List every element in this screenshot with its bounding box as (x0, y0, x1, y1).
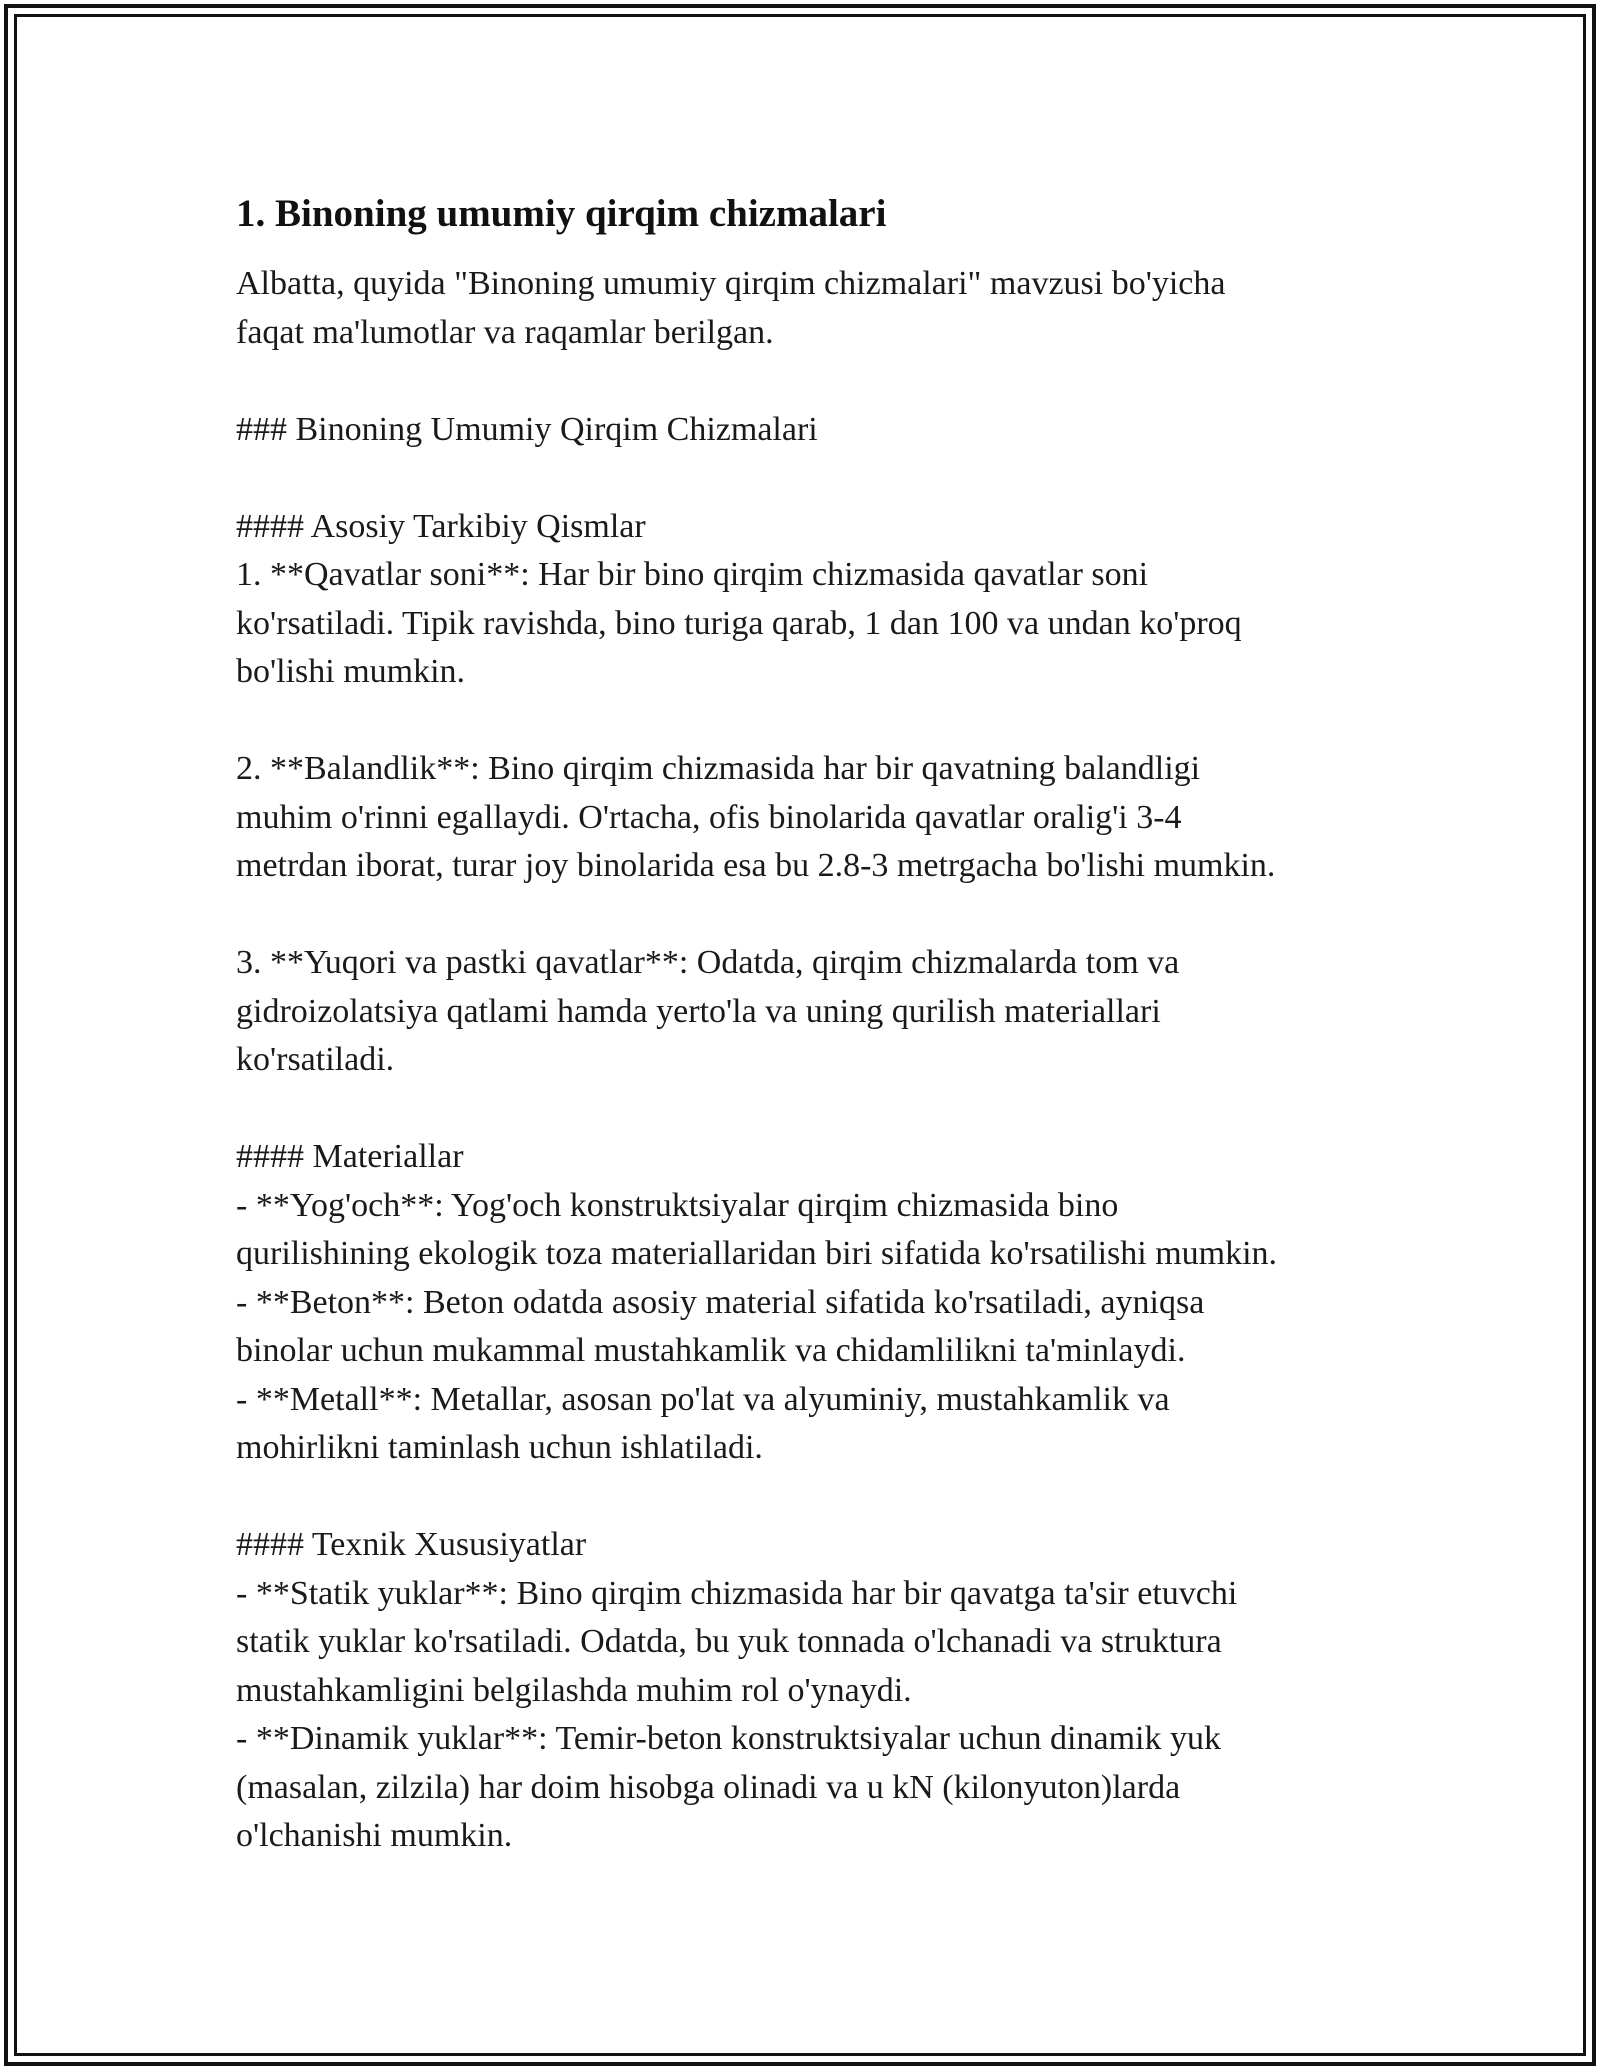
paragraph-block (236, 503, 1386, 697)
text-line: - **Yog'och**: Yog'och konstruktsiyalar qirqim chizmasida bino (236, 1186, 1119, 1224)
text-line: ko'rsatiladi. Tipik ravishda, bino turiga qarab, 1 dan 100 va undan ko'proq (236, 604, 1242, 642)
paragraph-block (236, 406, 1386, 455)
text-line: #### Materiallar (236, 1138, 464, 1175)
text-line: mustahkamligini belgilashda muhim rol o'ynaydi. (236, 1671, 912, 1709)
text-line: statik yuklar ko'rsatiladi. Odatda, bu yuk tonnada o'lchanadi va struktura (236, 1623, 1222, 1660)
paragraph-gap (236, 357, 1386, 406)
document-body (236, 186, 1386, 1861)
paragraph-gap (236, 454, 1386, 503)
paragraph-gap (236, 891, 1386, 940)
paragraph-block (236, 1521, 1386, 1861)
paragraph-gap (236, 1085, 1386, 1134)
text-line: - **Dinamik yuklar**: Temir-beton konstruktsiyalar uchun dinamik yuk (236, 1720, 1221, 1757)
paragraph-gap (236, 1473, 1386, 1522)
text-line: - **Statik yuklar**: Bino qirqim chizmasida har bir qavatga ta'sir etuvchi (236, 1574, 1238, 1612)
text-line: - **Metall**: Metallar, asosan po'lat va alyuminiy, mustahkamlik va (236, 1380, 1170, 1418)
text-line: mohirlikni taminlash uchun ishlatiladi. (236, 1429, 763, 1466)
text-line: 2. **Balandlik**: Bino qirqim chizmasida har bir qavatning balandligi (236, 750, 1201, 787)
text-line: ### Binoning Umumiy Qirqim Chizmalari (236, 410, 818, 448)
text-line: 3. **Yuqori va pastki qavatlar**: Odatda, qirqim chizmalarda tom va (236, 944, 1180, 981)
text-line: bo'lishi mumkin. (236, 653, 466, 690)
paragraph-block (236, 939, 1386, 1085)
text-line: Albatta, quyida "Binoning umumiy qirqim chizmalari" mavzusi bo'yicha (236, 265, 1226, 302)
text-line: #### Asosiy Tarkibiy Qismlar (236, 507, 646, 545)
paragraph-block (236, 260, 1386, 357)
paragraph-block (236, 745, 1386, 891)
text-line: o'lchanishi mumkin. (236, 1817, 513, 1854)
text-line: metrdan iborat, turar joy binolarida esa bu 2.8-3 metrgacha bo'lishi mumkin. (236, 847, 1276, 884)
text-line: - **Beton**: Beton odatda asosiy material sifatida ko'rsatiladi, ayniqsa (236, 1283, 1205, 1321)
text-line: 1. **Qavatlar soni**: Har bir bino qirqim chizmasida qavatlar soni (236, 556, 1149, 593)
text-line: gidroizolatsiya qatlami hamda yerto'la va uning qurilish materiallari (236, 992, 1161, 1030)
paragraph-block (236, 1133, 1386, 1473)
text-line: binolar uchun mukammal mustahkamlik va chidamlilikni ta'minlaydi. (236, 1332, 1186, 1369)
text-line: faqat ma'lumotlar va raqamlar berilgan. (236, 313, 774, 351)
text-line: muhim o'rinni egallaydi. O'rtacha, ofis binolarida qavatlar oralig'i 3-4 (236, 798, 1182, 836)
paragraph-gap (236, 697, 1386, 746)
document-paragraphs (236, 260, 1386, 1861)
text-line: qurilishining ekologik toza materiallaridan biri sifatida ko'rsatilishi mumkin. (236, 1235, 1278, 1272)
document-title: 1. Binoning umumiy qirqim chizmalari (236, 192, 887, 235)
text-line: (masalan, zilzila) har doim hisobga olinadi va u kN (kilonyuton)larda (236, 1768, 1181, 1806)
text-line: ko'rsatiladi. (236, 1041, 395, 1078)
text-line: #### Texnik Xususiyatlar (236, 1526, 587, 1563)
